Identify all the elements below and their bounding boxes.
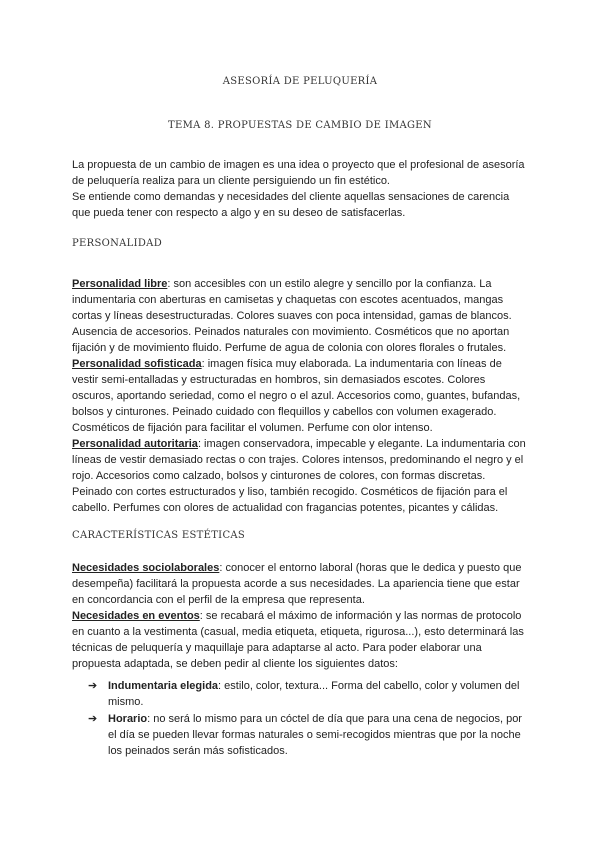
bullet-term: Horario [108,713,148,725]
section-heading-caracteristicas: CARACTERÍSTICAS ESTÉTICAS [72,530,246,541]
term-personalidad-libre: Personalidad libre [72,278,168,290]
text-personalidad-sofisticada: : imagen física muy elaborada. La indumentaria con líneas de vestir semi-entalladas y estructuradas en hombros, sin demasiados escotes. Colores oscuros, aportando seriedad, como el negro o el azul. Accesorios como, guantes, bufandas, bolsos y cinturones. Peinado cuidado con flequillos y cabellos con volumen exagerado. Cosméticos de fijación para facilitar el volumen. Perfume con olor intenso. [72,358,521,434]
bullet-text: : estilo, color, textura... Forma del cabello, color y volumen del mismo. [108,680,520,708]
data-request-list [88,678,528,760]
text-necesidades-eventos: : se recabará el máximo de información y las normas de protocolo en cuanto a la vestimenta (casual, media etiqueta, etiqueta, rigurosa...), esto determinará las técnicas de peluquería y maquillaje para adaptarse al acto. Para poder elaborar una propuesta adaptada, se deben pedir al cliente los siguientes datos: [72,610,524,670]
document-title: ASESORÍA DE PELUQUERÍA [222,76,378,87]
text-personalidad-libre: : son accesibles con un estilo alegre y sencillo por la confianza. La indumentaria con aberturas en camisetas y chaquetas con escotes acentuados, mangas cortas y líneas desestructuradas. Colores suaves con poca intensidad, gamas de blancos. Ausencia de accesorios. Peinados naturales con movimiento. Cosméticos que no aportan fijación y de movimiento fluido. Perfume de agua de colonia con olores florales o frutales. [72,278,512,354]
arrow-right-icon: ➔ [88,680,98,692]
list-item [88,711,528,759]
intro-paragraph [72,157,528,221]
personalidad-section [72,276,528,516]
document-subtitle: TEMA 8. PROPUESTAS DE CAMBIO DE IMAGEN [168,120,432,131]
list-item [88,678,528,710]
term-personalidad-autoritaria: Personalidad autoritaria [72,438,198,450]
term-necesidades-eventos: Necesidades en eventos [72,610,200,622]
term-personalidad-sofisticada: Personalidad sofisticada [72,358,202,370]
intro-text-1: La propuesta de un cambio de imagen es una idea o proyecto que el profesional de asesoría de peluquería realiza para un cliente persiguiendo un fin estético. [72,159,525,187]
caracteristicas-section [72,560,528,672]
section-heading-personalidad: PERSONALIDAD [72,238,163,249]
bullet-term: Indumentaria elegida [108,680,219,692]
intro-text-2: Se entiende como demandas y necesidades del cliente aquellas sensaciones de carencia que pueda tener con respecto a algo y en su deseo de satisfacerlas. [72,191,510,219]
text-necesidades-sociolaborales: : conocer el entorno laboral (horas que le dedica y puesto que desempeña) facilitará la propuesta acorde a sus necesidades. La apariencia tiene que estar en concordancia con el perfil de la empresa que representa. [72,562,522,606]
arrow-right-icon: ➔ [88,713,98,725]
text-personalidad-autoritaria: : imagen conservadora, impecable y elegante. La indumentaria con líneas de vestir demasiado rectas o con trajes. Colores intensos, predominando el negro y el rojo. Accesorios como calzado, bolsos y cinturones de colores, con formas discretas. Peinado con cortes estructurados y liso, también recogido. Cosméticos de fijación para el cabello. Perfumes con olores de actualidad con fragancias potentes, picantes y cálidas. [72,438,526,514]
bullet-text: : no será lo mismo para un cóctel de día que para una cena de negocios, por el día se pueden llevar formas naturales o semi-recogidos mientras que por la noche los peinados serán más sofisticados. [108,713,522,757]
term-necesidades-sociolaborales: Necesidades sociolaborales [72,562,220,574]
